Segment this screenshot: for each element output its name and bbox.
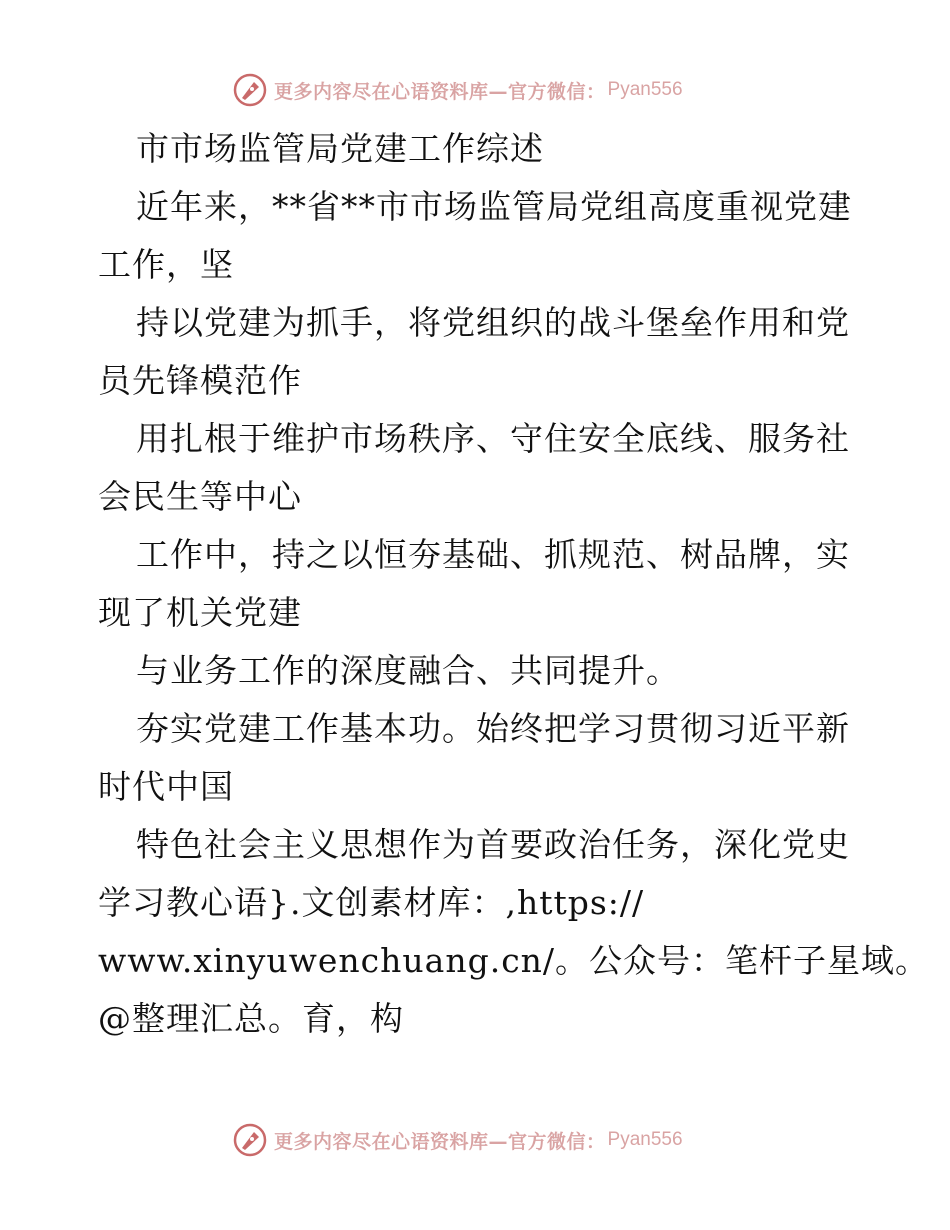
text-line: 时代中国 <box>98 767 234 806</box>
text-line: 现了机关党建 <box>98 593 302 632</box>
text-line: 近年来，**省**市市场监管局党组高度重视党建 <box>136 187 852 226</box>
text-line: 员先锋模范作 <box>98 361 302 400</box>
pen-nib-logo-icon <box>232 1122 268 1158</box>
pen-nib-logo-icon <box>232 72 268 108</box>
text-line: @整理汇总。育，构 <box>98 999 404 1038</box>
text-line: www.xinyuwenchuang.cn/。公众号：笔杆子星域。 <box>98 941 930 980</box>
document-title: 市市场监管局党建工作综述 <box>136 129 544 168</box>
text-line: 夯实党建工作基本功。始终把学习贯彻习近平新 <box>136 709 850 748</box>
text-line: 工作中，持之以恒夯基础、抓规范、树品牌，实 <box>136 535 850 574</box>
text-line: 特色社会主义思想作为首要政治任务，深化党史 <box>136 825 850 864</box>
text-line: 持以党建为抓手，将党组织的战斗堡垒作用和党 <box>136 303 850 342</box>
banner-wechat-id: Pyan556 <box>607 79 683 100</box>
banner-wechat-id: Pyan556 <box>607 1129 683 1150</box>
text-line: 学习教心语}.文创素材库：,https:// <box>98 883 645 922</box>
footer-banner <box>232 1120 752 1160</box>
text-line: 会民生等中心 <box>98 477 302 516</box>
document-body <box>98 120 930 1048</box>
banner-text: 更多内容尽在心语资料库—官方微信： <box>274 80 606 103</box>
header-banner <box>232 70 752 110</box>
text-line: 用扎根于维护市场秩序、守住安全底线、服务社 <box>136 419 850 458</box>
banner-text: 更多内容尽在心语资料库—官方微信： <box>274 1130 606 1153</box>
text-line: 与业务工作的深度融合、共同提升。 <box>136 651 680 690</box>
text-line: 工作，坚 <box>98 245 234 284</box>
